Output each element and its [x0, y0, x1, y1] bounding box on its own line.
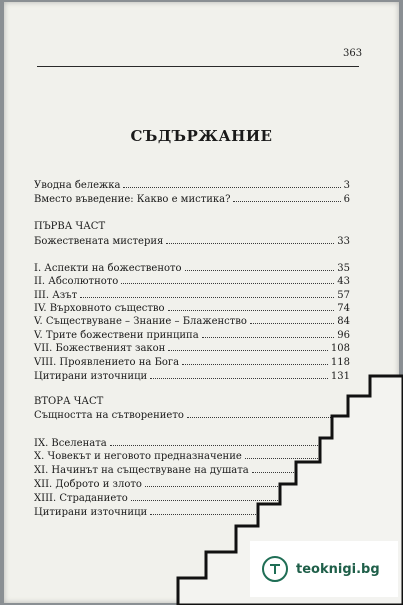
toc-entry-label: Божествената мистерия — [34, 236, 164, 247]
toc-entry-page: 118 — [330, 357, 350, 368]
book-logo-glyph — [268, 562, 282, 576]
toc-entry-page: 108 — [330, 343, 350, 354]
toc-entry-page: 74 — [337, 303, 350, 314]
toc-entry-label: Същността на сътворението — [34, 410, 184, 421]
toc-entry-page: 33 — [337, 236, 350, 247]
toc-entry-label: XIII. Страданието — [34, 493, 128, 504]
toc-entry-label: Уводна бележка — [34, 180, 121, 191]
toc-entry-label: VIII. Проявлението на Бога — [34, 357, 180, 368]
toc-entry-label: V. Съществуване – Знание – Блаженство — [34, 316, 247, 327]
toc-entry-label: Вместо въведение: Какво е мистика? — [34, 194, 231, 205]
toc-entry-page: 3 — [343, 180, 350, 191]
toc-entry-label: VII. Божественият закон — [34, 343, 166, 354]
book-logo-icon — [262, 556, 288, 582]
toc-entry-label: X. Човекът и неговото предназначение — [34, 451, 242, 462]
toc-entry-page: 43 — [337, 276, 350, 287]
toc-entry-page: 35 — [337, 263, 350, 274]
page-number: 363 — [343, 48, 363, 59]
toc-entry-label: XII. Доброто и злото — [34, 479, 142, 490]
toc-entry-page: 84 — [337, 316, 350, 327]
toc-entry-label: Цитирани източници — [34, 507, 148, 518]
toc-entry-label: V. Трите божествени принципа — [34, 330, 199, 341]
part-one-heading: ПЪРВА ЧАСТ — [34, 221, 106, 232]
toc-entry-label: XI. Начинът на съществуване на душата — [34, 465, 249, 476]
toc-entry-label: IX. Вселената — [34, 438, 107, 449]
toc-entry-label: II. Абсолютното — [34, 276, 119, 287]
toc-entry-label: Цитирани източници — [34, 371, 148, 382]
part-two-heading: ВТОРА ЧАСТ — [34, 396, 104, 407]
toc-entry-label: I. Аспекти на божественото — [34, 263, 182, 274]
toc-entry-page: 131 — [330, 371, 350, 382]
watermark — [250, 541, 398, 597]
page-title: СЪДЪРЖАНИЕ — [130, 127, 273, 145]
toc-entry-page: 96 — [337, 330, 350, 341]
toc-entry-page: 6 — [343, 194, 350, 205]
toc-entry-label: III. Азът — [34, 290, 78, 301]
watermark-text: teoknigi.bg — [296, 561, 380, 577]
toc-entry-label: IV. Върховното същество — [34, 303, 165, 314]
toc-entry-page: 57 — [337, 290, 350, 301]
